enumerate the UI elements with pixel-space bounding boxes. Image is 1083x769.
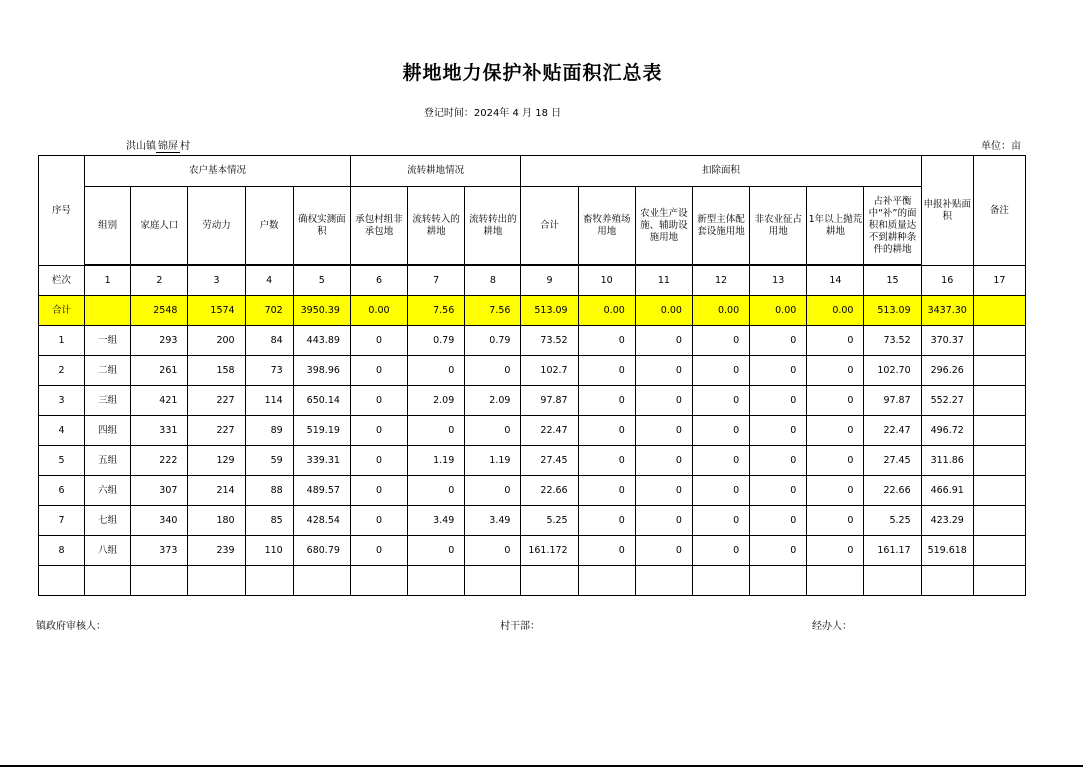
table-cell: 200 [188,326,245,356]
table-cell: 0 [578,536,635,566]
table-cell: 0 [350,536,407,566]
row-seq: 8 [39,536,85,566]
table-cell [807,566,864,596]
table-cell: 0 [350,326,407,356]
table-cell: 398.96 [293,356,350,386]
table-cell: 0 [807,356,864,386]
table-cell: 702 [245,296,293,326]
table-cell [973,476,1025,506]
table-cell: 0 [350,476,407,506]
table-cell: 0 [578,386,635,416]
table-cell: 0 [578,506,635,536]
table-cell: 0 [692,326,749,356]
table-cell: 0 [750,386,807,416]
table-cell: 0 [692,356,749,386]
row-seq: 7 [39,506,85,536]
table-cell: 489.57 [293,476,350,506]
column-number: 17 [973,266,1025,296]
table-cell: 0 [578,326,635,356]
handler-label: 经办人： [812,621,852,632]
table-cell: 0 [750,446,807,476]
table-cell [521,566,578,596]
table-cell: 0 [692,416,749,446]
table-cell: 88 [245,476,293,506]
table-cell: 1.19 [465,446,521,476]
table-cell: 0 [635,446,692,476]
table-cell: 370.37 [921,326,973,356]
table-cell: 423.29 [921,506,973,536]
table-cell: 0 [807,536,864,566]
table-cell: 六组 [85,476,131,506]
table-cell: 5.25 [521,506,578,536]
table-cell: 102.70 [864,356,921,386]
table-cell: 0 [635,386,692,416]
table-cell: 0 [465,416,521,446]
table-cell: 0 [635,506,692,536]
column-number: 8 [465,266,521,296]
table-cell: 73.52 [521,326,578,356]
table-cell: 0 [635,536,692,566]
table-cell [864,566,921,596]
column-number: 4 [245,266,293,296]
header-row-1 [39,156,1026,187]
table-cell: 0 [692,386,749,416]
table-cell: 97.87 [521,386,578,416]
table-cell: 27.45 [521,446,578,476]
table-cell: 3.49 [465,506,521,536]
table-cell: 161.172 [521,536,578,566]
table-cell [973,566,1025,596]
table-cell: 0 [578,476,635,506]
header-remark: 备注 [973,156,1025,266]
table-cell: 0.00 [750,296,807,326]
table-cell: 84 [245,326,293,356]
table-cell: 373 [131,536,188,566]
header-col: 畜牧养殖场用地 [578,187,635,265]
page-title: 耕地地力保护补贴面积汇总表 [402,62,663,84]
row-seq: 4 [39,416,85,446]
row-seq: 3 [39,386,85,416]
table-cell: 89 [245,416,293,446]
table-cell [973,416,1025,446]
header-group-transfer: 流转耕地情况 [350,156,521,187]
table-cell: 0 [807,476,864,506]
table-cell [131,566,188,596]
column-number: 2 [131,266,188,296]
table-cell: 227 [188,386,245,416]
table-cell: 0 [692,506,749,536]
table-row [39,536,1026,566]
table-cell: 296.26 [921,356,973,386]
header-seq: 序号 [39,156,85,266]
table-cell: 293 [131,326,188,356]
row-seq: 6 [39,476,85,506]
town-name: 洪山镇 [126,141,156,152]
table-cell: 0.00 [578,296,635,326]
table-cell: 519.618 [921,536,973,566]
table-cell: 114 [245,386,293,416]
table-cell: 22.47 [521,416,578,446]
table-cell: 27.45 [864,446,921,476]
table-cell: 0 [465,476,521,506]
table-cell: 0 [350,506,407,536]
table-cell: 0 [578,356,635,386]
table-cell: 227 [188,416,245,446]
table-cell: 0 [635,476,692,506]
header-col: 确权实测面积 [293,187,350,265]
header-col: 新型主体配套设施用地 [692,187,749,265]
table-cell: 0 [578,416,635,446]
table-cell: 0 [750,536,807,566]
table-cell: 496.72 [921,416,973,446]
table-cell: 0 [750,506,807,536]
table-cell [465,566,521,596]
table-cell: 340 [131,506,188,536]
table-cell: 421 [131,386,188,416]
table-cell: 59 [245,446,293,476]
row-seq: 2 [39,356,85,386]
table-cell: 0 [635,356,692,386]
table-cell: 180 [188,506,245,536]
row-seq: 合计 [39,296,85,326]
table-cell: 0 [465,536,521,566]
row-seq: 5 [39,446,85,476]
header-col: 户数 [245,187,293,265]
table-cell: 428.54 [293,506,350,536]
table-cell: 0.79 [465,326,521,356]
header-col: 合计 [521,187,578,265]
column-number: 11 [635,266,692,296]
table-cell: 0 [408,536,465,566]
table-cell [921,566,973,596]
row-seq: 1 [39,326,85,356]
table-cell: 0 [807,416,864,446]
table-cell [973,296,1025,326]
header-group-deduct: 扣除面积 [521,156,921,187]
table-row [39,356,1026,386]
table-cell: 102.7 [521,356,578,386]
table-cell: 0 [692,536,749,566]
table-cell: 0.00 [635,296,692,326]
table-cell: 0.00 [807,296,864,326]
header-col: 农业生产设施、辅助设施用地 [635,187,692,265]
table-cell: 0 [408,356,465,386]
table-cell: 22.47 [864,416,921,446]
table-cell: 261 [131,356,188,386]
table-cell: 0 [350,446,407,476]
table-cell: 二组 [85,356,131,386]
column-number-label: 栏次 [39,266,85,296]
table-cell: 0 [807,506,864,536]
table-cell: 一组 [85,326,131,356]
column-number: 16 [921,266,973,296]
header-col: 流转转出的耕地 [465,187,521,265]
village-cadre-label: 村干部： [500,621,540,632]
table-row [39,416,1026,446]
row-seq [39,566,85,596]
table-cell [350,566,407,596]
column-number: 15 [864,266,921,296]
table-cell [973,386,1025,416]
table-cell: 3437.30 [921,296,973,326]
table-cell: 307 [131,476,188,506]
table-cell: 0.00 [692,296,749,326]
table-cell: 八组 [85,536,131,566]
column-number: 14 [807,266,864,296]
table-row [39,476,1026,506]
table-cell: 1574 [188,296,245,326]
header-col: 劳动力 [188,187,245,265]
table-cell [973,326,1025,356]
table-cell: 222 [131,446,188,476]
empty-row [39,566,1026,596]
table-cell: 73 [245,356,293,386]
table-cell [408,566,465,596]
table-cell: 110 [245,536,293,566]
registration-date: 登记时间：2024年 4 月 18 日 [423,108,562,119]
bottom-divider [0,765,1083,767]
table-cell: 1.19 [408,446,465,476]
table-cell [973,506,1025,536]
table-cell: 0 [807,446,864,476]
table-cell: 0 [750,476,807,506]
table-cell: 680.79 [293,536,350,566]
table-cell: 0.79 [408,326,465,356]
table-cell: 0 [350,356,407,386]
table-cell: 0 [408,476,465,506]
table-cell: 339.31 [293,446,350,476]
village-name: 锦屏 [156,137,180,153]
table-cell: 0 [807,386,864,416]
column-number: 12 [692,266,749,296]
header-row-2 [39,187,1026,265]
column-number: 10 [578,266,635,296]
table-cell [245,566,293,596]
table-row [39,326,1026,356]
table-cell [85,566,131,596]
header-col: 流转转入的耕地 [408,187,465,265]
column-number: 6 [350,266,407,296]
table-row [39,506,1026,536]
gov-reviewer-label: 镇政府审核人： [36,621,106,632]
table-cell: 85 [245,506,293,536]
column-number: 13 [750,266,807,296]
table-cell: 三组 [85,386,131,416]
table-cell: 22.66 [521,476,578,506]
table-cell: 443.89 [293,326,350,356]
table-cell: 513.09 [521,296,578,326]
header-col: 承包村组非承包地 [350,187,407,265]
table-cell: 3950.39 [293,296,350,326]
table-cell: 0 [350,386,407,416]
header-col: 非农业征占用地 [750,187,807,265]
table-cell: 0 [807,326,864,356]
table-cell: 2.09 [465,386,521,416]
column-number: 3 [188,266,245,296]
table-cell: 0 [750,326,807,356]
table-row [39,446,1026,476]
table-cell: 七组 [85,506,131,536]
table-cell: 519.19 [293,416,350,446]
table-cell: 158 [188,356,245,386]
table-cell: 五组 [85,446,131,476]
table-cell: 0.00 [350,296,407,326]
column-number: 1 [85,266,131,296]
table-cell: 2548 [131,296,188,326]
table-cell: 161.17 [864,536,921,566]
table-cell: 0 [635,416,692,446]
table-cell: 四组 [85,416,131,446]
table-cell: 0 [750,416,807,446]
table-cell [635,566,692,596]
village-suffix: 村 [180,141,190,152]
table-cell [973,536,1025,566]
header-col: 家庭人口 [131,187,188,265]
header-col: 组别 [85,187,131,265]
table-cell [973,446,1025,476]
header-col: 1年以上抛荒耕地 [807,187,864,265]
table-cell: 7.56 [408,296,465,326]
table-cell [973,356,1025,386]
column-number: 5 [293,266,350,296]
column-number: 9 [521,266,578,296]
table-cell [293,566,350,596]
table-cell: 2.09 [408,386,465,416]
table-body [39,296,1026,596]
table-cell: 0 [692,476,749,506]
table-cell: 129 [188,446,245,476]
table-cell: 97.87 [864,386,921,416]
header-col: 占补平衡中“补”的面积和质量达不到耕种条件的耕地 [864,187,921,265]
table-cell: 331 [131,416,188,446]
table-cell: 513.09 [864,296,921,326]
table-cell [85,296,131,326]
table-cell: 0 [635,326,692,356]
table-cell [750,566,807,596]
table-cell: 5.25 [864,506,921,536]
table-cell [692,566,749,596]
table-cell: 650.14 [293,386,350,416]
table-cell: 552.27 [921,386,973,416]
village-line [126,137,190,153]
column-number-row [39,266,1026,296]
table-cell [188,566,245,596]
table-cell: 0 [692,446,749,476]
table-cell: 0 [350,416,407,446]
table-cell: 0 [578,446,635,476]
table-cell: 239 [188,536,245,566]
table-cell: 0 [465,356,521,386]
table-cell [578,566,635,596]
header-group-basic: 农户基本情况 [85,156,351,187]
table-cell: 7.56 [465,296,521,326]
table-cell: 22.66 [864,476,921,506]
table-cell: 3.49 [408,506,465,536]
column-number: 7 [408,266,465,296]
table-cell: 466.91 [921,476,973,506]
header-apply: 申报补贴面积 [921,156,973,266]
unit-label: 单位：亩 [981,141,1021,152]
total-row [39,296,1026,326]
table-cell: 0 [750,356,807,386]
table-cell: 0 [408,416,465,446]
table-cell: 73.52 [864,326,921,356]
table-cell: 311.86 [921,446,973,476]
subsidy-summary-table [38,155,1026,596]
table-row [39,386,1026,416]
table-cell: 214 [188,476,245,506]
